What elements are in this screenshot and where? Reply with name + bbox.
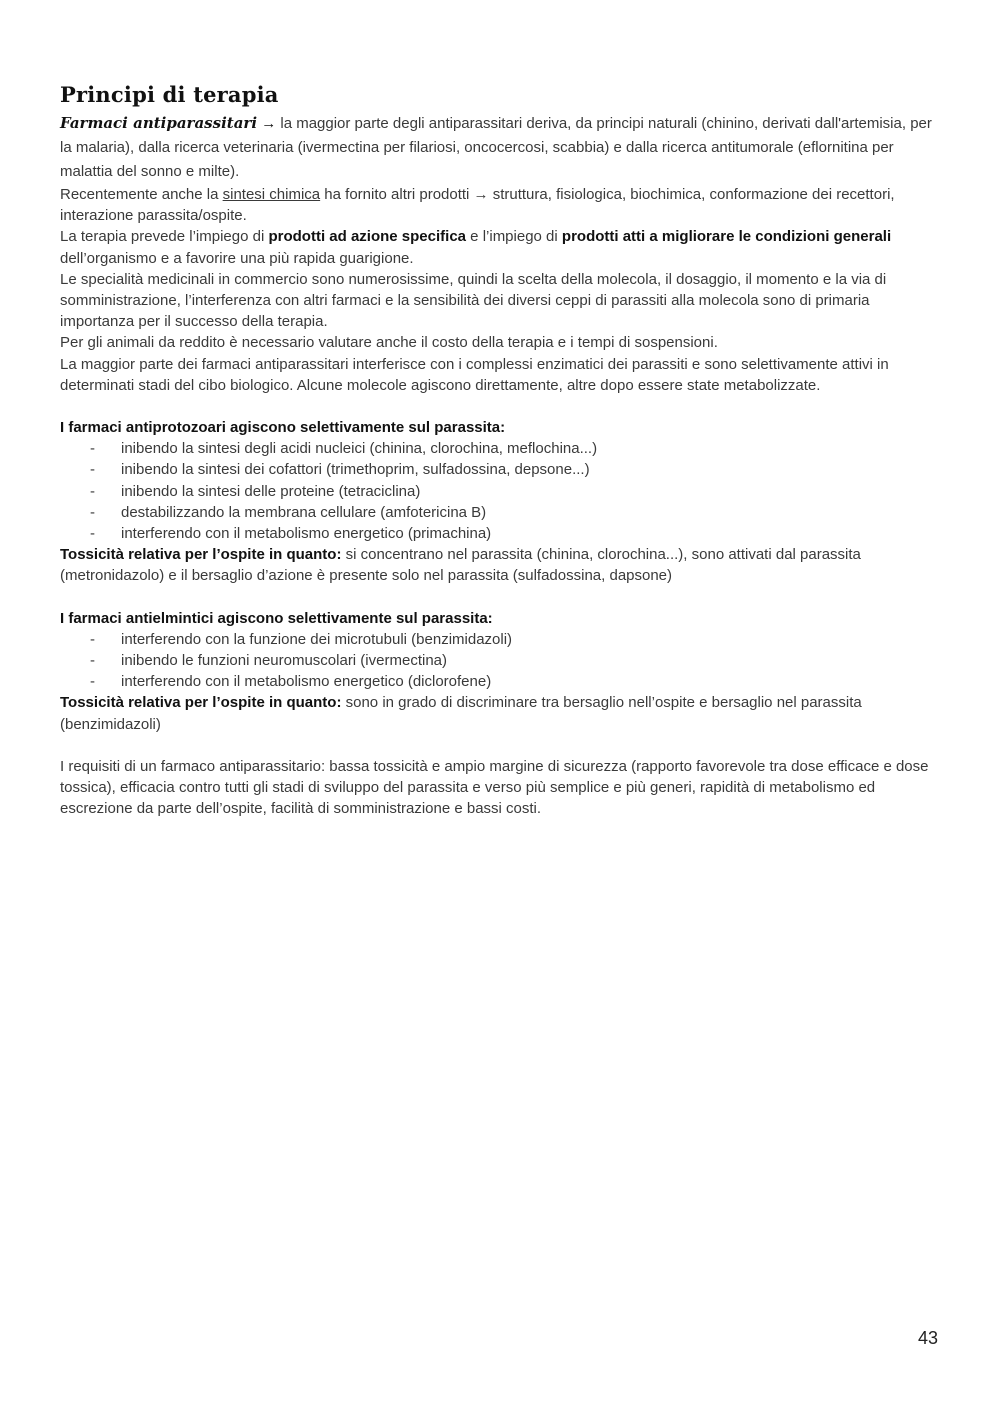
intro-paragraph bbox=[60, 111, 940, 184]
list-item bbox=[60, 438, 940, 459]
list-item bbox=[60, 671, 940, 692]
list-item bbox=[60, 650, 940, 671]
list-item bbox=[60, 629, 940, 650]
tossicita-text: sono in grado di discriminare tra bersaglio nell’ospite e bersaglio nel parassita (benzimidazoli) bbox=[60, 694, 862, 733]
list-item bbox=[60, 502, 940, 523]
dash-bullet: - bbox=[90, 630, 95, 648]
spacer bbox=[60, 396, 940, 417]
specialita-paragraph: Le specialità medicinali in commercio sono numerosissime, quindi la scelta della molecola, il dosaggio, il momento e la via di somministrazione, l’interferenza con altri farmaci e la sensibilità dei diversi ceppi di parassiti alla molecola sono di primaria importanza per il successo della terapia. bbox=[60, 270, 887, 331]
sintesi-before: Recentemente anche la bbox=[60, 186, 223, 203]
dash-bullet: - bbox=[90, 440, 95, 458]
list-item-text: inibendo le funzioni neuromuscolari (ivermectina) bbox=[121, 652, 447, 670]
list-item-text: interferendo con il metabolismo energetico (diclorofene) bbox=[121, 673, 492, 691]
list-item bbox=[60, 481, 940, 502]
terapia-t1: La terapia prevede l’impiego di bbox=[60, 228, 269, 246]
spacer bbox=[60, 735, 940, 756]
dash-bullet: - bbox=[90, 652, 95, 670]
reddito-paragraph: Per gli animali da reddito è necessario valutare anche il costo della terapia e i tempi di sospensioni. bbox=[60, 334, 718, 352]
tossicita-label: Tossicità relativa per l’ospite in quanto: bbox=[60, 694, 342, 712]
terapia-t2: e l’impiego di bbox=[466, 228, 562, 246]
sintesi-underlined: sintesi chimica bbox=[222, 186, 321, 203]
list-item-text: interferendo con la funzione dei microtubuli (benzimidazoli) bbox=[121, 630, 513, 648]
document-body bbox=[60, 82, 940, 819]
dash-bullet: - bbox=[90, 673, 95, 691]
terapia-b1: prodotti ad azione specifica bbox=[268, 228, 467, 246]
dash-bullet: - bbox=[90, 525, 95, 543]
antielmintici-list bbox=[60, 629, 940, 693]
intro-term: Farmaci antiparassitari bbox=[60, 114, 258, 132]
arrow-icon: → bbox=[261, 115, 277, 132]
antielmintici-heading: I farmaci antielmintici agiscono selettivamente sul parassita: bbox=[60, 609, 493, 627]
page-number: 43 bbox=[917, 1328, 938, 1348]
antiprotozoari-list bbox=[60, 438, 940, 544]
dash-bullet: - bbox=[90, 482, 95, 500]
sintesi-after: ha fornito altri prodotti → struttura, fisiologica, biochimica, conformazione dei recettori, interazione parassita/ospite. bbox=[60, 186, 895, 225]
terapia-t3: dell’organismo e a favorire una più rapida guarigione. bbox=[60, 249, 414, 267]
antiprotozoari-heading: I farmaci antiprotozoari agiscono selettivamente sul parassita: bbox=[60, 419, 506, 437]
enzimi-paragraph: La maggior parte dei farmaci antiparassitari interferisce con i complessi enzimatici dei parassiti e sono selettivamente attivi in determinati stadi del cibo biologico. Alcune molecole agiscono direttamente, altre dopo essere state metabolizzate. bbox=[60, 355, 889, 394]
sintesi-paragraph bbox=[60, 184, 940, 226]
antielmintici-tossicita bbox=[60, 692, 940, 734]
dash-bullet: - bbox=[90, 461, 95, 479]
list-item-text: inibendo la sintesi delle proteine (tetraciclina) bbox=[121, 482, 421, 500]
list-item-text: destabilizzando la membrana cellulare (amfotericina B) bbox=[121, 503, 487, 521]
requisiti-paragraph: I requisiti di un farmaco antiparassitario: bassa tossicità e ampio margine di sicurezza (rapporto favorevole tra dose efficace e dose tossica), efficacia contro tutti gli stadi di sviluppo del parassita e verso più semplice e più generi, rapidità di metabolismo ed escrezione da parte dell’ospite, facilità di somministrazione e bassi costi. bbox=[60, 757, 929, 818]
terapia-paragraph bbox=[60, 226, 940, 268]
page-title: Principi di terapia bbox=[60, 82, 279, 107]
terapia-b2: prodotti atti a migliorare le condizioni generali bbox=[561, 228, 892, 246]
list-item-text: inibendo la sintesi dei cofattori (trimethoprim, sulfadossina, depsone...) bbox=[121, 461, 590, 479]
intro-text: la maggior parte degli antiparassitari deriva, da principi naturali (chinino, derivati dall'artemisia, per la malaria), dalla ricerca veterinaria (ivermectina per filariosi, oncocercosi, scabbia) e dalla ricerca antitumorale (eflornitina per malattia del sonno e milte). bbox=[60, 115, 932, 180]
tossicita-text: si concentrano nel parassita (chinina, clorochina...), sono attivati dal parassita (metronidazolo) e il bersaglio d’azione è presente solo nel parassita (sulfadossina, dapsone) bbox=[60, 546, 861, 585]
antiprotozoari-tossicita bbox=[60, 544, 940, 586]
spacer bbox=[60, 587, 940, 608]
list-item bbox=[60, 459, 940, 480]
dash-bullet: - bbox=[90, 503, 95, 521]
list-item-text: interferendo con il metabolismo energetico (primachina) bbox=[121, 525, 492, 543]
list-item-text: inibendo la sintesi degli acidi nucleici (chinina, clorochina, meflochina...) bbox=[121, 440, 598, 458]
tossicita-label: Tossicità relativa per l’ospite in quanto: bbox=[60, 546, 342, 564]
list-item bbox=[60, 523, 940, 544]
